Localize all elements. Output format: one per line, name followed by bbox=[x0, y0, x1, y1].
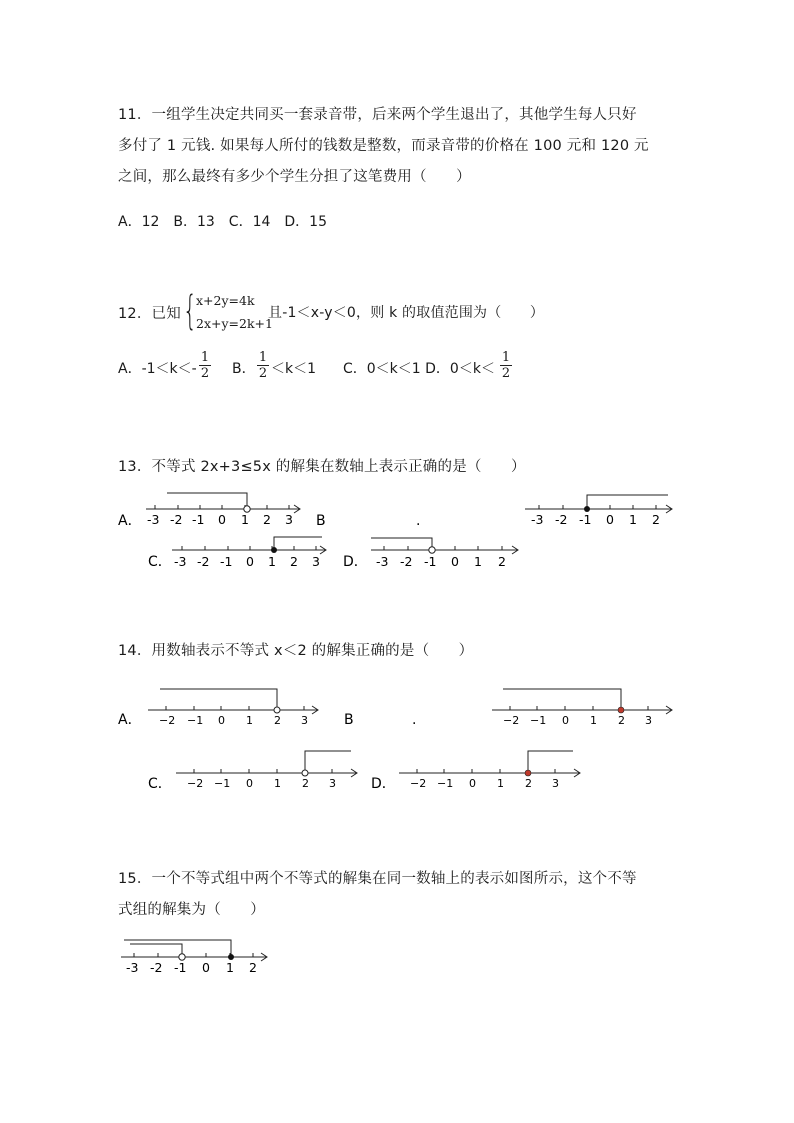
tick-label: -1 bbox=[192, 512, 205, 527]
q15-line-1: 15．一个不等式组中两个不等式的解集在同一数轴上的表示如图所示，这个不等 bbox=[118, 871, 637, 887]
tick-label: -2 bbox=[555, 512, 568, 527]
q15-line-2: 式组的解集为（ ） bbox=[118, 902, 265, 918]
q13-label-b-dot: . bbox=[416, 513, 421, 529]
open-endpoint bbox=[179, 954, 185, 960]
tick-label: −2 bbox=[503, 714, 520, 727]
tick-label: 3 bbox=[312, 554, 320, 569]
q11-options: A．12 B．13 C．14 D．15 bbox=[118, 214, 327, 230]
q13-label-a: A． bbox=[118, 513, 142, 529]
fraction-denominator: 2 bbox=[501, 366, 511, 381]
q13-stem: 13．不等式 2x+3≤5x 的解集在数轴上表示正确的是（ ） bbox=[118, 459, 526, 475]
q12-option-b-tail: ＜k＜1 bbox=[271, 361, 317, 377]
tick-label: 2 bbox=[263, 512, 271, 527]
q14-label-b: B bbox=[344, 712, 354, 728]
fraction-numerator: 1 bbox=[200, 350, 210, 365]
system-brace: { bbox=[183, 288, 197, 334]
q11-line-1: 11．一组学生决定共同买一套录音带，后来两个学生退出了，其他学生每人只好 bbox=[118, 107, 637, 123]
tick-label: -1 bbox=[174, 960, 187, 975]
tick-label: 0 bbox=[218, 714, 225, 727]
q11-line-2: 多付了 1 元钱. 如果每人所付的钱数是整数，而录音带的价格在 100 元和 120 元 bbox=[118, 138, 649, 154]
tick-marks bbox=[384, 546, 502, 550]
tick-marks bbox=[155, 505, 289, 509]
tick-label: -1 bbox=[579, 512, 592, 527]
tick-label: 0 bbox=[246, 777, 253, 790]
closed-endpoint bbox=[228, 954, 234, 960]
tick-label: 2 bbox=[302, 777, 309, 790]
q14-number-line-c bbox=[176, 751, 357, 790]
tick-label: −1 bbox=[437, 777, 454, 790]
tick-label: −1 bbox=[530, 714, 547, 727]
q14-number-line-d bbox=[399, 751, 580, 790]
tick-label: −1 bbox=[214, 777, 231, 790]
tick-marks bbox=[134, 953, 253, 957]
tick-marks bbox=[194, 769, 332, 773]
q12-option-b: B． bbox=[232, 361, 256, 377]
closed-endpoint bbox=[584, 506, 590, 512]
solution-bracket-lower bbox=[130, 944, 182, 957]
tick-label: 2 bbox=[290, 554, 298, 569]
q14-label-a: A． bbox=[118, 712, 142, 728]
open-endpoint bbox=[302, 770, 308, 776]
tick-label: 3 bbox=[329, 777, 336, 790]
tick-label: 1 bbox=[629, 512, 637, 527]
q12-prefix: 12．已知 bbox=[118, 306, 181, 322]
q15-number-line bbox=[121, 940, 267, 975]
tick-label: 2 bbox=[249, 960, 257, 975]
tick-label: −2 bbox=[410, 777, 427, 790]
closed-endpoint bbox=[618, 707, 624, 713]
tick-label: -2 bbox=[150, 960, 163, 975]
tick-marks bbox=[510, 706, 648, 710]
open-endpoint bbox=[274, 707, 280, 713]
tick-label: -3 bbox=[174, 554, 187, 569]
tick-label: -3 bbox=[376, 554, 389, 569]
tick-label: 3 bbox=[285, 512, 293, 527]
q12-condition: 且-1＜x-y＜0，则 k 的取值范围为（ ） bbox=[268, 305, 545, 321]
tick-label: 0 bbox=[246, 554, 254, 569]
tick-label: 1 bbox=[274, 777, 281, 790]
tick-label: 0 bbox=[202, 960, 210, 975]
q12-equation-1: x+2y=4k bbox=[196, 293, 255, 308]
q14-label-c: C． bbox=[148, 776, 172, 792]
solution-bracket bbox=[503, 689, 621, 710]
tick-label: 2 bbox=[498, 554, 506, 569]
tick-label: -2 bbox=[197, 554, 210, 569]
closed-endpoint bbox=[271, 547, 277, 553]
solution-bracket-upper bbox=[124, 940, 231, 957]
q14-number-line-a bbox=[148, 689, 318, 727]
tick-label: −2 bbox=[159, 714, 176, 727]
tick-label: 1 bbox=[226, 960, 234, 975]
tick-label: 0 bbox=[218, 512, 226, 527]
closed-endpoint bbox=[525, 770, 531, 776]
tick-label: 3 bbox=[552, 777, 559, 790]
tick-label: 0 bbox=[562, 714, 569, 727]
tick-label: 3 bbox=[301, 714, 308, 727]
solution-bracket bbox=[305, 751, 351, 773]
tick-label: 1 bbox=[474, 554, 482, 569]
tick-label: 2 bbox=[274, 714, 281, 727]
tick-label: 2 bbox=[618, 714, 625, 727]
solution-bracket bbox=[274, 537, 322, 550]
solution-bracket bbox=[160, 689, 277, 710]
q13-number-line-b bbox=[525, 495, 672, 527]
tick-label: 0 bbox=[451, 554, 459, 569]
q13-number-line-d bbox=[371, 538, 518, 569]
tick-label: 2 bbox=[525, 777, 532, 790]
tick-label: 1 bbox=[241, 512, 249, 527]
tick-label: 1 bbox=[268, 554, 276, 569]
tick-label: -3 bbox=[126, 960, 139, 975]
fraction-denominator: 2 bbox=[200, 366, 210, 381]
open-endpoint bbox=[429, 547, 435, 553]
solution-bracket bbox=[167, 493, 247, 509]
q12-option-a: A．-1＜k＜- bbox=[118, 361, 197, 377]
q14-number-line-b bbox=[492, 689, 672, 727]
q13-label-d: D． bbox=[343, 554, 368, 570]
q13-label-b: B bbox=[316, 513, 326, 529]
solution-bracket bbox=[371, 538, 432, 550]
tick-label: -1 bbox=[424, 554, 437, 569]
tick-label: -2 bbox=[170, 512, 183, 527]
tick-label: -1 bbox=[220, 554, 233, 569]
q12-equation-2: 2x+y=2k+1 bbox=[196, 316, 273, 331]
tick-label: 1 bbox=[590, 714, 597, 727]
tick-label: 0 bbox=[606, 512, 614, 527]
tick-label: -3 bbox=[531, 512, 544, 527]
tick-label: 0 bbox=[469, 777, 476, 790]
tick-label: 2 bbox=[652, 512, 660, 527]
tick-marks bbox=[166, 706, 304, 710]
q12-option-c-d: C．0＜k＜1 D．0＜k＜ bbox=[343, 361, 495, 377]
open-endpoint bbox=[244, 506, 250, 512]
q14-label-d: D． bbox=[371, 776, 396, 792]
q13-number-line-a bbox=[146, 493, 300, 527]
fraction-numerator: 1 bbox=[258, 350, 268, 365]
q14-stem: 14．用数轴表示不等式 x＜2 的解集正确的是（ ） bbox=[118, 643, 474, 659]
q13-label-c: C． bbox=[148, 554, 172, 570]
q11-line-3: 之间，那么最终有多少个学生分担了这笔费用（ ） bbox=[118, 169, 471, 185]
tick-label: 3 bbox=[645, 714, 652, 727]
solution-bracket bbox=[528, 751, 573, 773]
tick-marks bbox=[182, 546, 316, 550]
fraction-numerator: 1 bbox=[501, 350, 511, 365]
tick-label: −2 bbox=[187, 777, 204, 790]
q14-label-b-dot: . bbox=[412, 712, 417, 728]
q13-number-line-c bbox=[172, 537, 326, 569]
tick-label: -2 bbox=[400, 554, 413, 569]
tick-marks bbox=[539, 505, 656, 509]
tick-label: −1 bbox=[187, 714, 204, 727]
tick-label: -3 bbox=[147, 512, 160, 527]
fraction-denominator: 2 bbox=[258, 366, 268, 381]
tick-marks bbox=[417, 769, 555, 773]
tick-label: 1 bbox=[246, 714, 253, 727]
tick-label: 1 bbox=[497, 777, 504, 790]
